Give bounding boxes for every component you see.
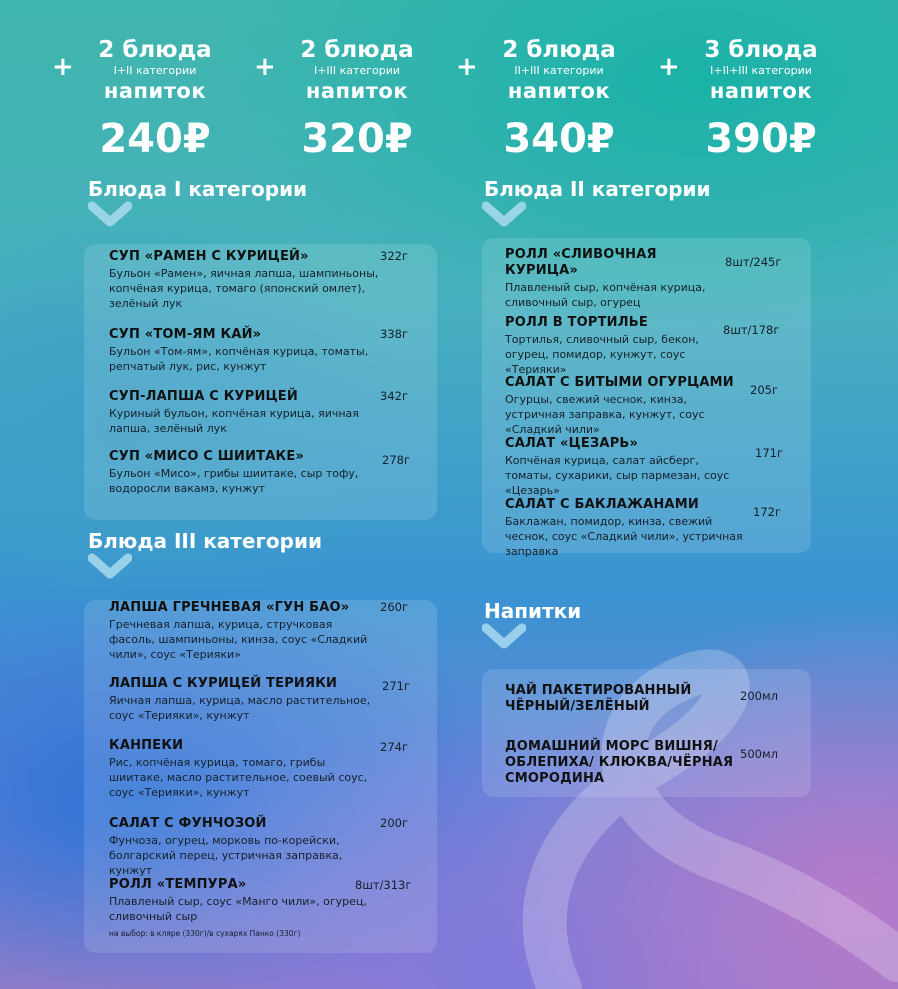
combo-dishes: 3 блюда — [704, 37, 818, 63]
item-name: РОЛЛ «СЛИВОЧНАЯ КУРИЦА» — [505, 247, 657, 278]
menu-card-cat1 — [84, 244, 437, 520]
item-weight: 271г — [382, 679, 410, 693]
combo-drink: напиток — [709, 79, 813, 103]
menu-item — [505, 497, 781, 559]
chevron-down-icon — [482, 200, 526, 230]
item-description: Гречневая лапша, курица, стручковая фасоль, шампиньоны, кинза, соус «Сладкий чили», соус «Терияки» — [109, 618, 368, 661]
combo-price: 340₽ — [503, 116, 615, 162]
plus-icon: + — [456, 52, 478, 82]
chevron-down-icon — [88, 552, 132, 582]
menu-item — [505, 315, 780, 377]
menu-item — [109, 389, 408, 436]
item-description: Плавленый сыр, соус «Манго чили», огурец, сливочный сыр — [109, 895, 367, 923]
section-title-cat2: Блюда II категории — [484, 177, 711, 201]
item-description: Фунчоза, огурец, морковь по-корейски, болгарский перец, устричная заправка, кунжут — [109, 834, 343, 877]
item-description: Баклажан, помидор, кинза, свежий чеснок, соус «Сладкий чили», устричная заправка — [505, 515, 743, 558]
menu-item — [505, 683, 778, 715]
item-weight: 8шт/178г — [723, 323, 780, 337]
item-weight: 171г — [755, 446, 783, 460]
item-description: Рис, копчёная курица, томаго, грибы шиитаке, масло растительное, соевый соус, соус «Терияки», кунжут — [109, 756, 368, 799]
chevron-down-icon — [482, 622, 526, 652]
item-name: СУП-ЛАПША С КУРИЦЕЙ — [109, 389, 298, 404]
menu-item — [109, 816, 408, 878]
combo-price: 320₽ — [301, 116, 413, 162]
item-weight: 338г — [380, 327, 408, 341]
item-name: САЛАТ С БИТЫМИ ОГУРЦАМИ — [505, 375, 734, 390]
combo-drink: напиток — [103, 79, 207, 103]
menu-item — [109, 327, 408, 374]
item-description: Плавленый сыр, копчёная курица, сливочный сыр, огурец — [505, 281, 706, 309]
combo-drink: напиток — [305, 79, 409, 103]
combo-dishes: 2 блюда — [98, 37, 212, 63]
combo-categories: I+III категории — [313, 64, 401, 77]
item-description: Яичная лапша, курица, масло растительное, соус «Терияки», кунжут — [109, 694, 371, 722]
item-name: ЛАПША С КУРИЦЕЙ ТЕРИЯКИ — [109, 676, 338, 691]
plus-icon: + — [658, 52, 680, 82]
item-description: Копчёная курица, салат айсберг, томаты, сухарики, сыр пармезан, соус «Цезарь» — [505, 454, 730, 497]
section-title-cat3: Блюда III категории — [88, 529, 322, 553]
combo-drink: напиток — [507, 79, 611, 103]
combo-price: 390₽ — [705, 116, 817, 162]
menu-item — [505, 436, 783, 498]
item-name: СУП «МИСО С ШИИТАКЕ» — [109, 449, 305, 464]
menu-card-drinks — [482, 669, 811, 797]
combo-dishes: 2 блюда — [502, 37, 616, 63]
menu-item — [505, 247, 782, 310]
menu-card-cat3 — [84, 600, 437, 953]
combo-categories: II+III категории — [514, 64, 604, 77]
item-name: РОЛЛ «ТЕМПУРА» — [109, 877, 247, 892]
menu-item — [109, 738, 408, 800]
item-description: Тортилья, сливочный сыр, бекон, огурец, помидор, кунжут, соус «Терияки» — [505, 333, 699, 376]
item-weight: 500мл — [740, 747, 778, 761]
item-name: САЛАТ С БАКЛАЖАНАМИ — [505, 497, 699, 512]
item-weight: 322г — [380, 249, 408, 263]
item-description: Бульон «Рамен», яичная лапша, шампиньоны, копчёная курица, томаго (японский омлет), зелёный лук — [109, 267, 379, 310]
combo-categories: I+II категории — [113, 64, 197, 77]
item-name: ДОМАШНИЙ МОРС ВИШНЯ/ОБЛЕПИХА/ КЛЮКВА/ЧЁРНАЯ СМОРОДИНА — [505, 739, 734, 786]
menu-item — [109, 676, 410, 723]
item-description: Бульон «Том-ям», копчёная курица, томаты, репчатый лук, рис, кунжут — [109, 345, 369, 373]
combo-price: 240₽ — [99, 116, 211, 162]
menu-item — [109, 449, 410, 496]
plus-icon: + — [52, 52, 74, 82]
item-name: КАНПЕКИ — [109, 738, 184, 753]
item-weight: 172г — [753, 505, 781, 519]
item-name: САЛАТ «ЦЕЗАРЬ» — [505, 436, 639, 451]
item-weight: 274г — [380, 740, 408, 754]
item-description: Куриный бульон, копчёная курица, яичная лапша, зелёный лук — [109, 407, 359, 435]
item-weight: 200г — [380, 816, 408, 830]
section-title-drinks: Напитки — [484, 599, 582, 623]
menu-item — [505, 375, 778, 437]
item-weight: 342г — [380, 389, 408, 403]
item-name: САЛАТ С ФУНЧОЗОЙ — [109, 816, 267, 831]
menu-item — [109, 877, 412, 939]
menu-item — [505, 739, 778, 787]
menu-card-cat2 — [482, 238, 811, 558]
item-weight: 205г — [750, 383, 778, 397]
item-name: СУП «ТОМ-ЯМ КАЙ» — [109, 327, 262, 342]
combo-offer-1 — [52, 36, 240, 162]
item-weight: 8шт/245г — [725, 255, 782, 269]
chevron-down-icon — [88, 200, 132, 230]
item-weight: 260г — [380, 600, 408, 614]
combo-offer-3 — [456, 36, 644, 162]
item-weight: 278г — [382, 453, 410, 467]
menu-item — [109, 600, 408, 662]
item-name: СУП «РАМЕН С КУРИЦЕЙ» — [109, 249, 309, 264]
item-name: ЛАПША ГРЕЧНЕВАЯ «ГУН БАО» — [109, 600, 350, 615]
section-title-cat1: Блюда I категории — [88, 177, 308, 201]
item-weight: 200мл — [740, 689, 778, 703]
item-note: на выбор: в кляре (330г)/в сухарях Панко (330г) — [109, 929, 301, 938]
item-name: РОЛЛ В ТОРТИЛЬЕ — [505, 315, 648, 330]
menu-item — [109, 249, 408, 311]
item-description: Бульон «Мисо», грибы шиитаке, сыр тофу, водоросли вакамэ, кунжут — [109, 467, 359, 495]
plus-icon: + — [254, 52, 276, 82]
item-description: Огурцы, свежий чеснок, кинза, устричная заправка, кунжут, соус «Сладкий чили» — [505, 393, 705, 436]
item-name: ЧАЙ ПАКЕТИРОВАННЫЙ ЧЁРНЫЙ/ЗЕЛЁНЫЙ — [505, 683, 692, 714]
combo-offer-2 — [254, 36, 442, 162]
item-weight: 8шт/313г — [355, 878, 412, 892]
combo-offer-4 — [658, 36, 846, 162]
combo-categories: I+II+III категории — [710, 64, 812, 77]
combo-dishes: 2 блюда — [300, 37, 414, 63]
